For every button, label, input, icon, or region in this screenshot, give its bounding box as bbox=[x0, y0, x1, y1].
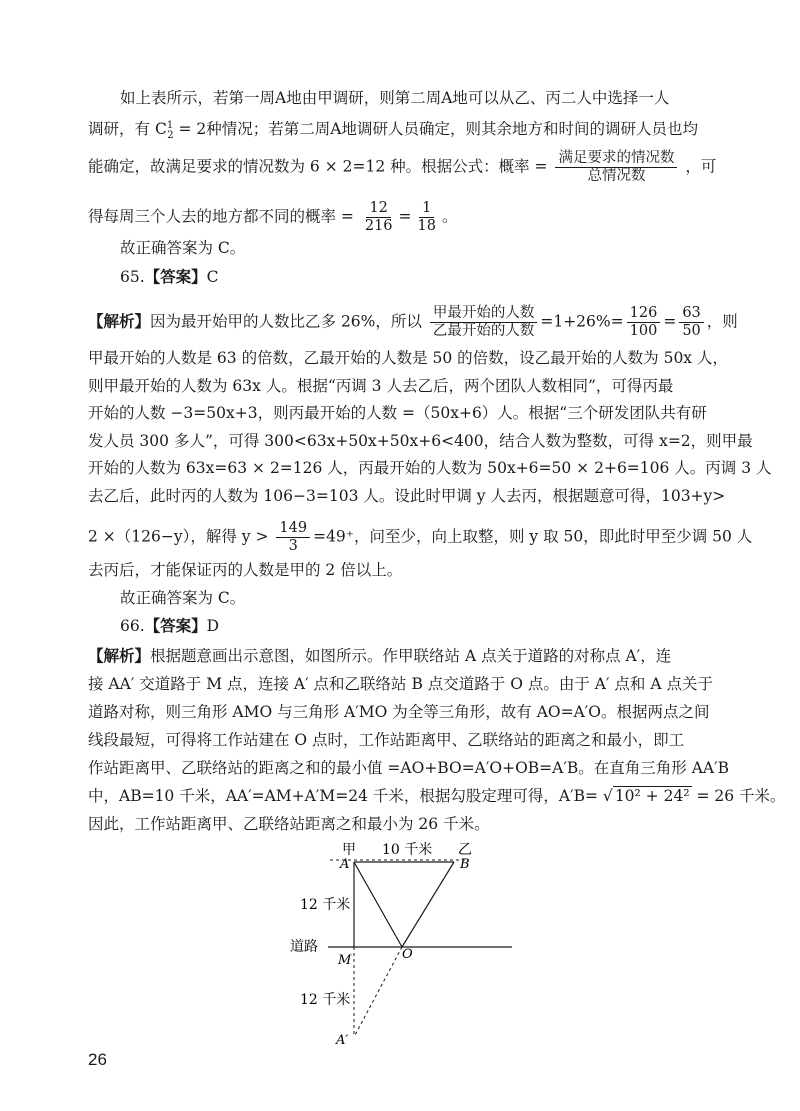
answer-heading-66: 66.【答案】D bbox=[120, 616, 220, 635]
text-line: 2 ×（126−y），解得 y > $\frac{149}{3}$ =49⁺，问至少，向上取整，则 y 取 50，即此时甲至少调 50 人 bbox=[88, 520, 753, 554]
fraction: $\frac{\text{甲最开始的人数}}{\text{乙最开始的人数}}$ bbox=[430, 305, 538, 340]
text-line: 则甲最开始的人数为 63x 人。根据“丙调 3 人去乙后，两个团队人数相同”，可得丙最 bbox=[88, 377, 674, 395]
text-line: 故正确答案为 C。 bbox=[120, 239, 246, 257]
text-line: 【解析】因为最开始甲的人数比乙多 26%，所以 $\frac{\text{甲最开始的人数}}{\text{乙最开始的人数}}$ =1+26%= $\frac{126}{100}$ = $\frac{63}{50}$ ，则 bbox=[88, 305, 738, 339]
text-line: 能确定，故满足要求的情况数为 6 × 2=12 种。根据公式：概率 = $\frac{\text{满足要求的情况数}}{\text{总情况数}}$ ，可 bbox=[88, 150, 717, 184]
analysis-tag: 【解析】 bbox=[88, 311, 151, 331]
sqrt-expression: √ 10² + 24² bbox=[602, 787, 690, 805]
analysis-tag: 【解析】 bbox=[88, 646, 151, 665]
fraction: $\frac{63}{50}$ bbox=[679, 305, 703, 340]
segment-OA-prime bbox=[354, 947, 402, 1037]
answer-heading-65: 65.【答案】C bbox=[120, 267, 219, 286]
text-line: 去乙后，此时丙的人数为 106−3=103 人。设此时甲调 y 人去丙，根据题意可得，103+y> bbox=[88, 487, 726, 505]
text-line: 如上表所示，若第一周A地由甲调研，则第二周A地可以从乙、丙二人中选择一人 bbox=[120, 89, 670, 107]
label-jia: 甲 bbox=[342, 842, 356, 858]
label-upper-length: 12 千米 bbox=[300, 897, 351, 913]
text-line: 甲最开始的人数是 63 的倍数，乙最开始的人数是 50 的倍数，设乙最开始的人数为 50x 人， bbox=[88, 349, 728, 367]
text-line: 线段最短，可得将工作站建在 O 点时，工作站距离甲、乙联络站的距离之和最小，即工 bbox=[88, 731, 685, 749]
label-yi: 乙 bbox=[458, 842, 472, 858]
text-line: 开始的人数 −3=50x+3，则丙最开始的人数 =（50x+6）人。根据“三个研发团队共有研 bbox=[88, 404, 707, 422]
label-distance: 10 千米 bbox=[382, 842, 433, 858]
text-line: 开始的人数为 63x=63 × 2=126 人，丙最开始的人数为 50x+6=50 × 2+6=106 人。丙调 3 人 bbox=[88, 459, 772, 477]
label-O: O bbox=[402, 947, 413, 962]
text-line: 道路对称，则三角形 AMO 与三角形 A′MO 为全等三角形，故有 AO=A′O。根据两点之间 bbox=[88, 703, 710, 721]
text-line: 【解析】根据题意画出示意图，如图所示。作甲联络站 A 点关于道路的对称点 A′，连 bbox=[88, 646, 672, 665]
fraction: $\frac{149}{3}$ bbox=[276, 520, 310, 555]
label-A-prime: A′ bbox=[336, 1033, 349, 1048]
geometry-diagram bbox=[290, 830, 530, 1060]
segment-AO bbox=[354, 862, 402, 947]
text-line: 调研，有 $C^1_2 = 2$种情况；若第二周A地调研人员确定，则其余地方和时间的调研人员也均 bbox=[88, 119, 698, 142]
segment-BO bbox=[402, 862, 454, 947]
fraction: $\frac{1}{18}$ bbox=[417, 200, 436, 234]
text-line: 作站距离甲、乙联络站的距离之和的最小值 =AO+BO=A′O+OB=A′B。在直角三角形 AA′B bbox=[88, 759, 729, 777]
text-line: 中，AB=10 千米，AA′=AM+A′M=24 千米，根据勾股定理可得，A′B= √ 10² + 24² = 26 千米。 bbox=[88, 787, 786, 805]
fraction: $\frac{\text{满足要求的情况数}}{\text{总情况数}}$ bbox=[555, 150, 677, 185]
text-line: 得每周三个人去的地方都不同的概率 = $\frac{12}{216}$ = $\frac{1}{18}$ 。 bbox=[88, 200, 458, 234]
text-line: 去丙后，才能保证丙的人数是甲的 2 倍以上。 bbox=[88, 561, 403, 579]
page-number: 26 bbox=[88, 1050, 107, 1069]
text-line: 因此，工作站距离甲、乙联络站距离之和最小为 26 千米。 bbox=[88, 815, 490, 833]
fraction: $\frac{12}{216}$ bbox=[364, 200, 393, 234]
text-line: 发人员 300 多人”，可得 300<63x+50x+50x+6<400，结合人数为整数，可得 x=2，则甲最 bbox=[88, 432, 753, 450]
label-road: 道路 bbox=[290, 939, 318, 955]
label-lower-length: 12 千米 bbox=[300, 992, 351, 1008]
label-B: B bbox=[460, 857, 470, 872]
label-A: A bbox=[340, 857, 350, 872]
combination-symbol: $C^1_2$ bbox=[154, 119, 174, 142]
fraction: $\frac{126}{100}$ bbox=[627, 305, 661, 340]
label-M: M bbox=[338, 953, 352, 968]
text-line: 接 AA′ 交道路于 M 点，连接 A′ 点和乙联络站 B 点交道路于 O 点。由于 A′ 点和 A 点关于 bbox=[88, 675, 713, 693]
text-line: 故正确答案为 C。 bbox=[120, 589, 246, 607]
